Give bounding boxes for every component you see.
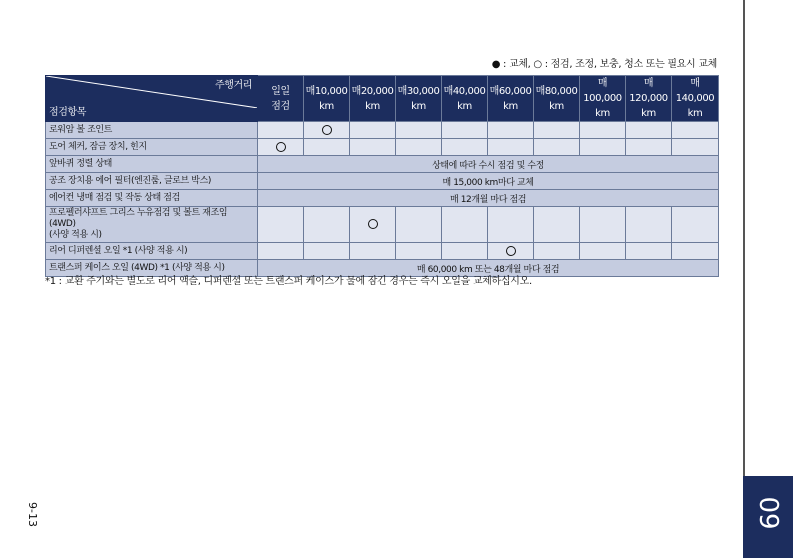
item-name: 리어 디퍼렌셜 오일 *1 (사양 적용 시)	[46, 243, 258, 260]
column-header-line: 매60,000	[489, 85, 532, 97]
column-header	[672, 76, 719, 122]
interval-note: 매 15,000 km마다 교체	[258, 173, 719, 190]
interval-cell	[304, 122, 350, 139]
table-row	[46, 156, 719, 173]
interval-cell	[580, 122, 626, 139]
interval-cell	[350, 139, 396, 156]
inspect-circle-icon	[506, 246, 516, 256]
table-row	[46, 190, 719, 207]
column-header	[442, 76, 488, 122]
interval-cell	[534, 243, 580, 260]
interval-cell	[350, 243, 396, 260]
interval-cell	[442, 139, 488, 156]
chapter-tab	[743, 476, 793, 558]
interval-cell	[672, 139, 719, 156]
interval-cell	[304, 243, 350, 260]
column-header-line: 매40,000	[443, 85, 486, 97]
margin-divider	[743, 0, 745, 476]
legend: ● : 교체, ○ : 점검, 조정, 보충, 청소 또는 필요시 교체	[491, 59, 717, 70]
item-name: 트랜스퍼 케이스 오일 (4WD) *1 (사양 적용 시)	[46, 260, 258, 277]
table-header-row	[46, 76, 719, 122]
column-header	[304, 76, 350, 122]
interval-cell	[396, 139, 442, 156]
column-header-line: km	[365, 100, 380, 112]
column-header-line: km	[503, 100, 518, 112]
inspect-circle-icon	[368, 219, 378, 229]
inspect-circle-icon	[276, 142, 286, 152]
column-header-line: 매30,000	[397, 85, 440, 97]
column-header-line: 매10,000	[305, 85, 348, 97]
footnote: *1 : 교환 주기와는 별도로 리어 액슬, 디퍼렌셜 또는 트랜스퍼 케이스가 물에 잠긴 경우는 즉시 오일을 교체하십시오.	[45, 276, 532, 287]
table-row	[46, 243, 719, 260]
column-header	[534, 76, 580, 122]
interval-note: 매 60,000 km 또는 48개월 마다 점검	[258, 260, 719, 277]
interval-cell	[580, 243, 626, 260]
interval-cell	[304, 139, 350, 156]
column-header-line: 매120,000	[629, 78, 668, 104]
interval-cell	[442, 122, 488, 139]
table-row	[46, 207, 719, 243]
maintenance-table	[45, 75, 719, 277]
column-header-line: km	[457, 100, 472, 112]
column-header-line: km	[411, 100, 426, 112]
interval-cell	[580, 139, 626, 156]
column-header-line: km	[319, 100, 334, 112]
item-header: 점검항목	[49, 107, 87, 118]
item-name: 에어컨 냉매 점검 및 작동 상태 점검	[46, 190, 258, 207]
interval-cell	[626, 139, 672, 156]
interval-cell	[672, 122, 719, 139]
column-header	[396, 76, 442, 122]
interval-cell	[258, 139, 304, 156]
interval-cell	[258, 122, 304, 139]
interval-cell	[626, 243, 672, 260]
interval-cell	[350, 122, 396, 139]
interval-cell	[488, 243, 534, 260]
interval-cell	[442, 243, 488, 260]
page-number: 9-13	[25, 502, 39, 527]
interval-cell	[396, 243, 442, 260]
column-header	[580, 76, 626, 122]
column-header	[626, 76, 672, 122]
interval-note: 매 12개월 마다 점검	[258, 190, 719, 207]
interval-cell	[534, 122, 580, 139]
table-row	[46, 122, 719, 139]
column-header-line: km	[595, 108, 610, 119]
column-header-line: 매140,000	[675, 78, 715, 104]
item-name: 도어 체커, 잠금 장치, 힌지	[46, 139, 258, 156]
column-header-line: 점검	[271, 100, 290, 112]
column-header-line: km	[687, 108, 703, 119]
interval-cell	[534, 139, 580, 156]
table-corner-header	[46, 76, 258, 122]
interval-note: 상태에 따라 수시 점검 및 수정	[258, 156, 719, 173]
column-header-line: km	[641, 108, 656, 119]
interval-cell	[350, 207, 396, 243]
column-header	[350, 76, 396, 122]
column-header-line: 매20,000	[351, 85, 394, 97]
interval-cell	[488, 122, 534, 139]
interval-cell	[396, 207, 442, 243]
inspect-circle-icon	[322, 125, 332, 135]
interval-cell	[304, 207, 350, 243]
mileage-header: 주행거리	[214, 80, 252, 91]
table-body	[46, 122, 719, 277]
item-name: 프로펠러샤프트 그리스 누유점검 및 볼트 재조임 (4WD) (사양 적용 시)	[46, 207, 258, 243]
chapter-tab-label: 09	[753, 496, 783, 530]
interval-cell	[258, 243, 304, 260]
interval-cell	[672, 207, 719, 243]
item-name: 로워암 볼 조인트	[46, 122, 258, 139]
interval-cell	[626, 207, 672, 243]
interval-cell	[488, 139, 534, 156]
interval-cell	[534, 207, 580, 243]
table-row	[46, 173, 719, 190]
column-header-line: 매100,000	[583, 78, 622, 104]
interval-cell	[488, 207, 534, 243]
column-header	[258, 76, 304, 122]
interval-cell	[396, 122, 442, 139]
interval-cell	[258, 207, 304, 243]
interval-cell	[672, 243, 719, 260]
interval-cell	[580, 207, 626, 243]
column-header-line: 매80,000	[535, 85, 578, 97]
interval-cell	[626, 122, 672, 139]
table-row	[46, 139, 719, 156]
column-header-line: km	[549, 100, 564, 112]
item-name: 공조 장치용 에어 필터(엔진룸, 글로브 박스)	[46, 173, 258, 190]
interval-cell	[442, 207, 488, 243]
column-header-line: 일일	[271, 85, 290, 97]
item-name: 앞바퀴 정렬 상태	[46, 156, 258, 173]
column-header	[488, 76, 534, 122]
